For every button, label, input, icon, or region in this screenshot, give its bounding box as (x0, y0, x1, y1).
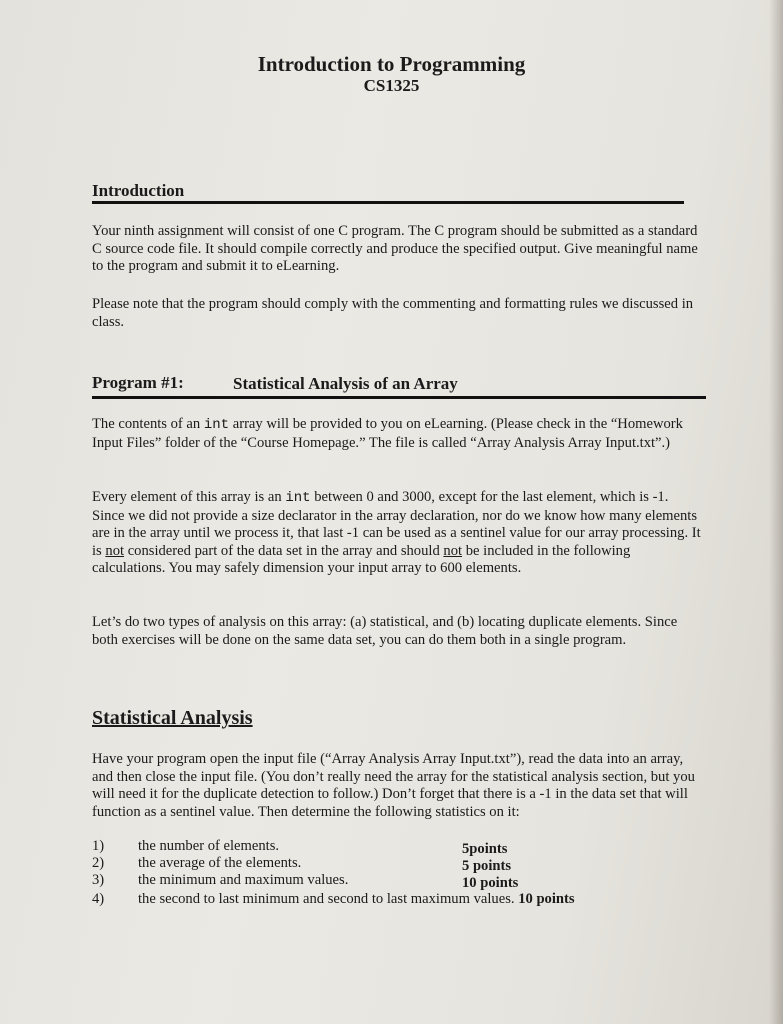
list-item-text: the minimum and maximum values. (138, 872, 349, 888)
intro-heading: Introduction (92, 181, 185, 200)
list-item-points: 5 points (462, 858, 512, 874)
list-item-number: 1) (92, 838, 105, 854)
page-edge-shadow (769, 0, 783, 1024)
list-item-points: 10 points (462, 875, 519, 891)
list-item-points: 5points (462, 841, 508, 857)
program-title: Statistical Analysis of an Array (233, 374, 458, 393)
p2-not-2: not (443, 542, 463, 559)
list-item-text: the average of the elements. (138, 855, 302, 871)
program-paragraph-2 (92, 489, 704, 578)
intro-paragraph-1: Your ninth assignment will consist of one C program. The C program should be submitted as a standard C source code file. It should compile correctly and produce the specified output. Give meaningful name to the program and submit it to eLearning. (92, 223, 698, 274)
list-item-text-body: the second to last minimum and second to last maximum values. (138, 891, 515, 907)
list-item-number: 3) (92, 872, 105, 888)
p2-text-a: Every element of this array is an (92, 489, 282, 505)
list-item-number: 2) (92, 855, 105, 871)
list-item-number: 4) (92, 891, 105, 907)
program-rule (92, 396, 706, 399)
p2-text-c: considered part of the data set in the array and should (127, 542, 440, 559)
stats-heading: Statistical Analysis (92, 707, 253, 729)
intro-paragraph-2: Please note that the program should comply with the commenting and formatting rules we discussed in class. (92, 296, 694, 330)
stats-paragraph: Have your program open the input file (“Array Analysis Array Input.txt”), read the data into an array, and then close the input file. (You don’t really need the array for the statistical analysis section, but you will need it for the duplicate detection to follow.) Don’t forget that there is a -1 in the data set that will function as a sentinel value. Then determine the following statistics on it: (92, 751, 695, 820)
course-code: CS1325 (363, 76, 420, 95)
program-label: Program #1: (92, 373, 184, 392)
p2-code-int: int (285, 490, 311, 506)
program-paragraph-1 (92, 416, 704, 452)
p2-text-d: be included in the following calculations. You may safely dimension your input array to 600 elements. (92, 542, 631, 576)
list-item-points: 10 points (518, 891, 575, 907)
list-item-text (138, 891, 575, 908)
p1-text-a: The contents of an (92, 416, 201, 432)
document-title: Introduction to Programming (257, 52, 526, 76)
intro-rule (92, 201, 684, 204)
program-paragraph-3: Let’s do two types of analysis on this array: (a) statistical, and (b) locating duplicate elements. Since both exercises will be done on the same data set, you can do them both in a single program. (92, 614, 678, 648)
list-item-text: the number of elements. (138, 838, 280, 854)
p1-text-b: array will be provided to you on eLearning. (Please check in the “Homework Input Files” folder of the “Course Homepage.” The file is called “Array Analysis Array Input.txt”.) (92, 416, 683, 451)
p1-code-int: int (203, 417, 230, 433)
p2-text-b: between 0 and 3000, except for the last element, which is -1. Since we did not provide a size declarator in the array declaration, nor do we know how many elements are in the array until we process it, that last -1 can be used as a sentinel value for our array processing. It is (92, 489, 701, 559)
p2-not-1: not (105, 542, 125, 559)
